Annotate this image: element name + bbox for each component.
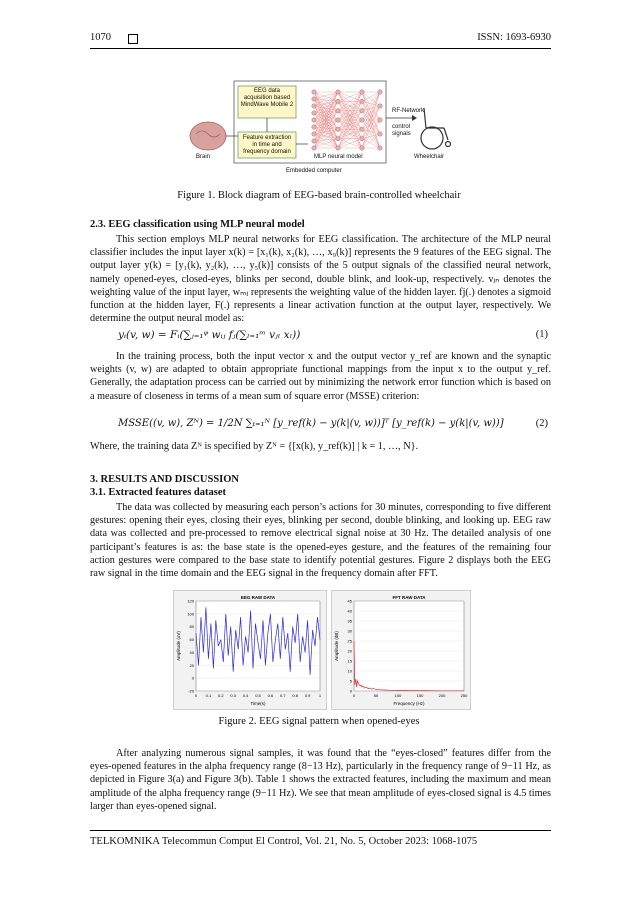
fft-chart-panel (331, 590, 471, 710)
y-tick-label: 25 (347, 638, 352, 644)
y-tick-label: 15 (347, 658, 352, 664)
y-tick-label: 45 (347, 598, 352, 604)
equation-1-number: (1) (535, 329, 548, 340)
section-heading: 2.3. EEG classification using MLP neural model (90, 219, 305, 230)
feature-box-label: Feature extraction in time and frequency domain (242, 135, 292, 155)
mlp-node (312, 111, 316, 115)
mlp-node (378, 118, 382, 122)
section23-p2 (90, 350, 551, 403)
x-axis-label: Time(s) (250, 701, 266, 706)
y-tick-label: 60 (189, 637, 194, 643)
mlp-node (336, 90, 340, 94)
mlp-node (312, 90, 316, 94)
footer-rule (90, 830, 551, 831)
x-tick-label: 200 (438, 693, 446, 698)
x-tick-label: 50 (373, 693, 379, 698)
mlp-node (336, 108, 340, 112)
mlp-node (312, 132, 316, 136)
subsection-heading: 3.1. Extracted features dataset (90, 487, 226, 498)
x-axis-label: Frequency (Hz) (393, 701, 425, 706)
mlp-node (378, 90, 382, 94)
equation-2: MSSE((v, w), Zᴺ) = 1/2N ∑ₜ₌₁ᴺ [y_ref(k) − y(k|(v, w))]ᵀ [y_ref(k) − y(k|(v, w))] (118, 418, 504, 429)
y-tick-label: 35 (347, 618, 352, 624)
mlp-node (360, 136, 364, 140)
mlp-node (360, 90, 364, 94)
mlp-label: MLP neural model (314, 154, 363, 160)
x-tick-label: 0 (194, 693, 198, 698)
eeg-box-label: EEG data acquisition based MindWave Mobile 2 (240, 88, 294, 108)
equation-2-number: (2) (535, 418, 548, 429)
control-label: control signals (392, 124, 411, 137)
section23-p1 (90, 233, 551, 325)
mlp-node (360, 118, 364, 122)
mlp-node (378, 104, 382, 108)
mlp-node (336, 136, 340, 140)
x-tick-label: 0.5 (255, 693, 261, 698)
brain-icon (190, 122, 226, 150)
section23-p3 (90, 440, 551, 453)
paragraph: Where, the training data Zᴺ is specified by Zᴺ = {[x(k), y_ref(k)] | k = 1, …, N}. (90, 441, 419, 452)
y-tick-label: 120 (187, 598, 194, 604)
mlp-network (312, 90, 382, 150)
paragraph: In the training process, both the input vector x and the output vector y_ref are known and the synaptic weights (v, w) are adapted to obtain appropriate functional mappings from the input x to the output y_ref. Generally, the adaptation process can be carried out by minimizing the network error function which is based on a measure of closeness in terms of a mean sum of square error (MSSE) criterion: (90, 351, 551, 402)
y-axis-label: Amplitude (dB) (334, 631, 339, 661)
x-tick-label: 1 (318, 693, 322, 698)
y-tick-label: 0 (191, 675, 194, 681)
mlp-node (336, 146, 340, 150)
y-tick-label: 20 (189, 662, 194, 668)
mlp-node (336, 118, 340, 122)
mlp-node (312, 125, 316, 129)
y-tick-label: 100 (187, 611, 194, 617)
section3-p1 (90, 501, 551, 580)
section3-p2 (90, 747, 551, 813)
y-axis-label: Amplitude (uV) (176, 631, 181, 661)
mlp-node (360, 99, 364, 103)
x-tick-label: 0.1 (205, 693, 212, 698)
footer-text: TELKOMNIKA Telecommun Comput El Control, Vol. 21, No. 5, October 2023: 1068-1075 (90, 836, 478, 847)
mlp-node (312, 97, 316, 101)
x-tick-label: 250 (460, 693, 468, 698)
mlp-node (360, 127, 364, 131)
figure1 (186, 78, 454, 182)
x-tick-label: 150 (416, 693, 424, 698)
y-tick-label: 40 (189, 649, 194, 655)
y-tick-label: 20 (347, 648, 352, 654)
embedded-label: Embedded computer (286, 168, 342, 174)
section-heading: 3. RESULTS AND DISCUSSION (90, 474, 239, 485)
y-tick-label: 5 (349, 678, 352, 684)
brain-label: Brain (196, 154, 211, 160)
chart-title: FFT RAW DATA (392, 595, 426, 600)
mlp-node (378, 146, 382, 150)
x-tick-label: 0.9 (304, 693, 311, 698)
x-tick-label: 0.2 (218, 693, 224, 698)
paragraph: After analyzing numerous signal samples, it was found that the “eyes-closed” features differ from the eyes-opened features in the alpha frequency range (8−13 Hz), particularly in the frequency range of 9−11 Hz, as depicted in Figure 3(a) and Figure 3(b). Table 1 shows the extracted features, including the maximum and mean amplitude of the alpha frequency range (9−11 Hz). We see that mean amplitude of eyes-closed signal is 4.5 times larger than eyes-opened signal. (90, 748, 551, 812)
header-box-icon (128, 34, 138, 44)
rf-label: RF-Network (392, 108, 425, 114)
x-tick-label: 0 (352, 693, 356, 698)
fft-chart (332, 591, 470, 709)
chart-title: EEG RAW DATA (240, 595, 276, 600)
figure1-caption: Figure 1. Block diagram of EEG-based brain-controlled wheelchair (177, 190, 461, 201)
x-tick-label: 0.3 (230, 693, 236, 698)
mlp-node (360, 108, 364, 112)
x-tick-label: 0.6 (267, 693, 274, 698)
eeg-raw-chart-panel (173, 590, 327, 710)
mlp-node (312, 118, 316, 122)
issn: ISSN: 1693-6930 (477, 32, 551, 43)
y-tick-label: 0 (349, 688, 352, 694)
figure2-caption: Figure 2. EEG signal pattern when opened-eyes (218, 716, 420, 727)
x-tick-label: 0.7 (280, 693, 286, 698)
y-tick-label: 80 (189, 624, 194, 630)
page-number: 1070 (90, 32, 111, 43)
paragraph: The data was collected by measuring each person’s actions for 30 minutes, corresponding to five different gestures: opening their eyes, closing their eyes, blinking per second, double blinking, and looking up. EEG raw data was collected and pre-processed to remove electrical signal noise at 30 Hz. The detailed analysis of one participant’s features is as: the base state is the opened-eyes gesture, and the features of the remaining four action gestures were compared to the base state to identify potential gestures. Figure 2 displays both the EEG raw signal in the time domain and the EEG signal in the frequency domain after FFT. (90, 502, 551, 580)
mlp-node (312, 139, 316, 143)
header-rule (90, 48, 551, 49)
mlp-node (336, 99, 340, 103)
y-tick-label: 10 (347, 668, 352, 674)
mlp-node (360, 146, 364, 150)
wheelchair-icon (421, 108, 451, 149)
x-tick-label: 0.8 (292, 693, 298, 698)
y-tick-label: 30 (347, 628, 352, 634)
plot-area (354, 601, 464, 691)
mlp-node (312, 104, 316, 108)
equation-1: yᵢ(v, w) = Fᵢ(∑ⱼ₌₁ᵠ wᵢⱼ fⱼ(∑ₗ₌₁ᵐ vⱼₗ xₗ)) (118, 329, 301, 341)
mlp-node (312, 146, 316, 150)
x-tick-label: 0.4 (242, 693, 249, 698)
mlp-node (378, 132, 382, 136)
y-tick-label: 40 (347, 608, 352, 614)
y-tick-label: -20 (188, 688, 194, 694)
x-tick-label: 100 (394, 693, 402, 698)
wheelchair-label: Wheelchair (414, 154, 445, 160)
eeg-raw-chart (174, 591, 326, 709)
paragraph: This section employs MLP neural networks for EEG classification. The architecture of the MLP neural classifier includes the input layer x(k) = [x₁(k), x₂(k), …, x₉(k)] represents the 9 features of the EEG signal. The output layer y(k) = [y₁(k), y₂(k), …, y₅(k)] consists of the 5 output signals of the classified neural network, namely opened-eyes, closed-eyes, blinks per second, double blink, and look-up, respectively. vⱼₙ denotes the weighting value of the input layer, wₘⱼ represents the weighting value of the hidden layer. fj(.) denotes a sigmoid function at the hidden layer, F(.) represents a linear activation function at the output layer, respectively. We determine the output neural model as: (90, 234, 551, 325)
mlp-node (336, 127, 340, 131)
